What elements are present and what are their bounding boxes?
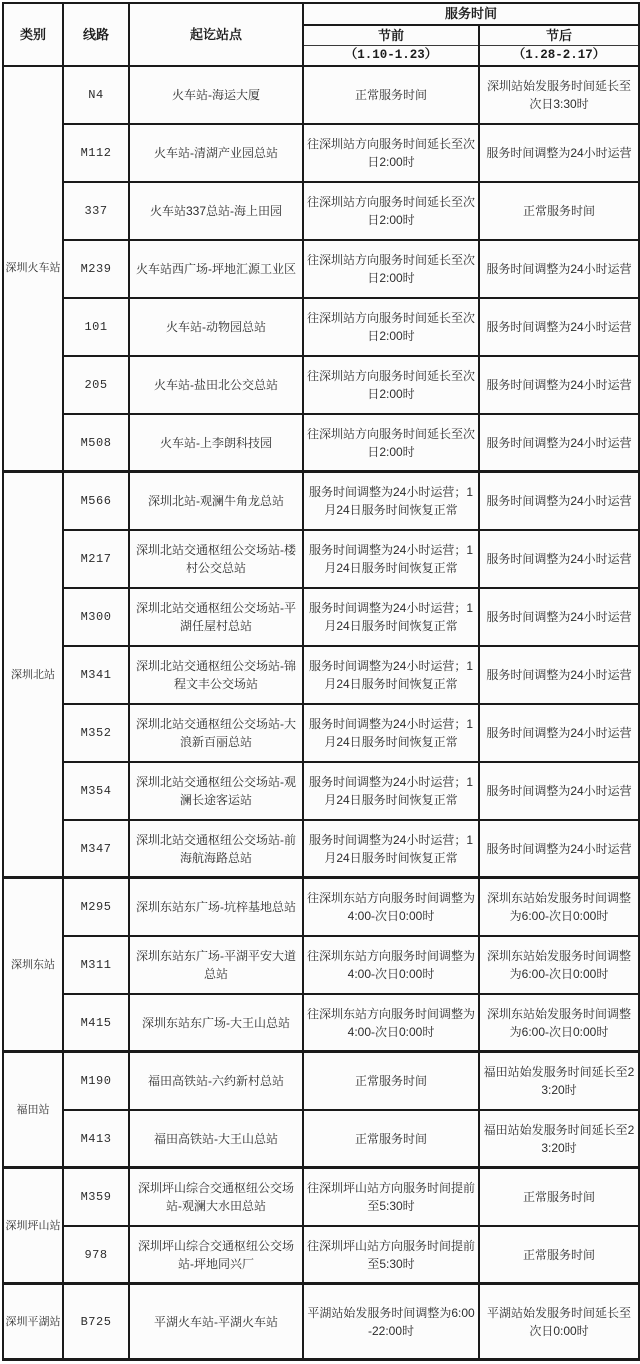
pre-cell: 往深圳站方向服务时间延长至次日2:00时 (303, 240, 479, 298)
pre-cell: 正常服务时间 (303, 66, 479, 124)
stations-cell: 深圳北站交通枢纽公交场站-楼村公交总站 (129, 530, 303, 588)
table-row (3, 298, 639, 356)
table-header (3, 3, 639, 66)
pre-cell: 往深圳坪山站方向服务时间提前至5:30时 (303, 1226, 479, 1284)
header-service-time: 服务时间 (303, 3, 639, 25)
pre-cell: 服务时间调整为24小时运营；1月24日服务时间恢复正常 (303, 820, 479, 878)
header-line: 线路 (63, 3, 129, 66)
line-cell: M300 (63, 588, 129, 646)
pre-cell: 往深圳坪山站方向服务时间提前至5:30时 (303, 1168, 479, 1226)
pre-cell: 正常服务时间 (303, 1110, 479, 1168)
post-cell: 服务时间调整为24小时运营 (479, 762, 639, 820)
stations-cell: 火车站-清湖产业园总站 (129, 124, 303, 182)
table-row (3, 762, 639, 820)
stations-cell: 深圳北站交通枢纽公交场站-观澜长途客运站 (129, 762, 303, 820)
table-row (3, 124, 639, 182)
pre-cell: 往深圳东站方向服务时间调整为4:00-次日0:00时 (303, 878, 479, 936)
category-cell: 深圳东站 (3, 878, 63, 1052)
category-cell: 福田站 (3, 1052, 63, 1168)
line-cell: M311 (63, 936, 129, 994)
pre-cell: 服务时间调整为24小时运营；1月24日服务时间恢复正常 (303, 704, 479, 762)
post-cell: 服务时间调整为24小时运营 (479, 356, 639, 414)
post-cell: 福田站始发服务时间延长至23:20时 (479, 1052, 639, 1110)
pre-cell: 服务时间调整为24小时运营；1月24日服务时间恢复正常 (303, 530, 479, 588)
stations-cell: 深圳坪山综合交通枢纽公交场站-坪地同兴厂 (129, 1226, 303, 1284)
pre-cell: 正常服务时间 (303, 1052, 479, 1110)
header-post-holiday-dates: （1.28-2.17） (479, 46, 639, 66)
post-cell: 服务时间调整为24小时运营 (479, 646, 639, 704)
table-row (3, 240, 639, 298)
table-row (3, 66, 639, 124)
stations-cell: 火车站337总站-海上田园 (129, 182, 303, 240)
post-cell: 服务时间调整为24小时运营 (479, 530, 639, 588)
bus-service-schedule-table (2, 2, 640, 1361)
line-cell: M354 (63, 762, 129, 820)
line-cell: M341 (63, 646, 129, 704)
pre-cell: 往深圳站方向服务时间延长至次日2:00时 (303, 124, 479, 182)
post-cell: 服务时间调整为24小时运营 (479, 414, 639, 472)
header-category: 类别 (3, 3, 63, 66)
line-cell: N4 (63, 66, 129, 124)
stations-cell: 深圳北站交通枢纽公交场站-锦程文丰公交场站 (129, 646, 303, 704)
table-row (3, 1168, 639, 1226)
pre-cell: 服务时间调整为24小时运营；1月24日服务时间恢复正常 (303, 472, 479, 530)
post-cell: 正常服务时间 (479, 1168, 639, 1226)
post-cell: 深圳东站始发服务时间调整为6:00-次日0:00时 (479, 878, 639, 936)
pre-cell: 往深圳站方向服务时间延长至次日2:00时 (303, 182, 479, 240)
post-cell: 正常服务时间 (479, 1226, 639, 1284)
line-cell: M295 (63, 878, 129, 936)
line-cell: 205 (63, 356, 129, 414)
table-row (3, 936, 639, 994)
category-cell: 深圳火车站 (3, 66, 63, 472)
stations-cell: 火车站-盐田北公交总站 (129, 356, 303, 414)
post-cell: 服务时间调整为24小时运营 (479, 472, 639, 530)
category-cell: 深圳平湖站 (3, 1284, 63, 1360)
header-pre-holiday-dates: （1.10-1.23） (303, 46, 479, 66)
line-cell: 978 (63, 1226, 129, 1284)
header-post-holiday: 节后 (479, 25, 639, 46)
line-cell: M359 (63, 1168, 129, 1226)
pre-cell: 往深圳站方向服务时间延长至次日2:00时 (303, 298, 479, 356)
line-cell: M217 (63, 530, 129, 588)
category-cell: 深圳北站 (3, 472, 63, 878)
stations-cell: 福田高铁站-大王山总站 (129, 1110, 303, 1168)
header-row-top (3, 3, 639, 25)
post-cell: 服务时间调整为24小时运营 (479, 820, 639, 878)
pre-cell: 服务时间调整为24小时运营；1月24日服务时间恢复正常 (303, 646, 479, 704)
post-cell: 服务时间调整为24小时运营 (479, 588, 639, 646)
table-row (3, 1052, 639, 1110)
post-cell: 深圳站始发服务时间延长至次日3:30时 (479, 66, 639, 124)
line-cell: 337 (63, 182, 129, 240)
table-row (3, 994, 639, 1052)
header-pre-holiday: 节前 (303, 25, 479, 46)
post-cell: 服务时间调整为24小时运营 (479, 240, 639, 298)
table-row (3, 878, 639, 936)
line-cell: 101 (63, 298, 129, 356)
stations-cell: 火车站-上李朗科技园 (129, 414, 303, 472)
pre-cell: 往深圳站方向服务时间延长至次日2:00时 (303, 414, 479, 472)
stations-cell: 平湖火车站-平湖火车站 (129, 1284, 303, 1360)
pre-cell: 平湖站始发服务时间调整为6:00-22:00时 (303, 1284, 479, 1360)
post-cell: 平湖站始发服务时间延长至次日0:00时 (479, 1284, 639, 1360)
stations-cell: 深圳北站交通枢纽公交场站-平湖任屋村总站 (129, 588, 303, 646)
pre-cell: 服务时间调整为24小时运营；1月24日服务时间恢复正常 (303, 762, 479, 820)
table-row (3, 588, 639, 646)
post-cell: 深圳东站始发服务时间调整为6:00-次日0:00时 (479, 994, 639, 1052)
stations-cell: 福田高铁站-六约新村总站 (129, 1052, 303, 1110)
stations-cell: 深圳东站东广场-坑梓基地总站 (129, 878, 303, 936)
line-cell: B725 (63, 1284, 129, 1360)
header-stations: 起讫站点 (129, 3, 303, 66)
stations-cell: 深圳东站东广场-大王山总站 (129, 994, 303, 1052)
stations-cell: 深圳北站交通枢纽公交场站-前海航海路总站 (129, 820, 303, 878)
stations-cell: 火车站-海运大厦 (129, 66, 303, 124)
pre-cell: 往深圳东站方向服务时间调整为4:00-次日0:00时 (303, 936, 479, 994)
line-cell: M508 (63, 414, 129, 472)
pre-cell: 服务时间调整为24小时运营；1月24日服务时间恢复正常 (303, 588, 479, 646)
line-cell: M112 (63, 124, 129, 182)
line-cell: M347 (63, 820, 129, 878)
category-cell: 深圳坪山站 (3, 1168, 63, 1284)
post-cell: 深圳东站始发服务时间调整为6:00-次日0:00时 (479, 936, 639, 994)
stations-cell: 火车站-动物园总站 (129, 298, 303, 356)
pre-cell: 往深圳站方向服务时间延长至次日2:00时 (303, 356, 479, 414)
table-row (3, 530, 639, 588)
line-cell: M415 (63, 994, 129, 1052)
table-row (3, 182, 639, 240)
line-cell: M239 (63, 240, 129, 298)
pre-cell: 往深圳东站方向服务时间调整为4:00-次日0:00时 (303, 994, 479, 1052)
line-cell: M190 (63, 1052, 129, 1110)
stations-cell: 深圳坪山综合交通枢纽公交场站-观澜大水田总站 (129, 1168, 303, 1226)
line-cell: M352 (63, 704, 129, 762)
post-cell: 服务时间调整为24小时运营 (479, 124, 639, 182)
table-row (3, 646, 639, 704)
table-row (3, 414, 639, 472)
table-row (3, 472, 639, 530)
table-body (3, 66, 639, 1360)
table-row (3, 820, 639, 878)
post-cell: 服务时间调整为24小时运营 (479, 704, 639, 762)
post-cell: 正常服务时间 (479, 182, 639, 240)
post-cell: 服务时间调整为24小时运营 (479, 298, 639, 356)
stations-cell: 深圳东站东广场-平湖平安大道总站 (129, 936, 303, 994)
table-row (3, 1226, 639, 1284)
stations-cell: 深圳北站交通枢纽公交场站-大浪新百丽总站 (129, 704, 303, 762)
post-cell: 福田站始发服务时间延长至23:20时 (479, 1110, 639, 1168)
table-row (3, 356, 639, 414)
table-row (3, 1284, 639, 1360)
stations-cell: 深圳北站-观澜牛角龙总站 (129, 472, 303, 530)
line-cell: M413 (63, 1110, 129, 1168)
stations-cell: 火车站西广场-坪地汇源工业区 (129, 240, 303, 298)
table-row (3, 1110, 639, 1168)
table-row (3, 704, 639, 762)
line-cell: M566 (63, 472, 129, 530)
